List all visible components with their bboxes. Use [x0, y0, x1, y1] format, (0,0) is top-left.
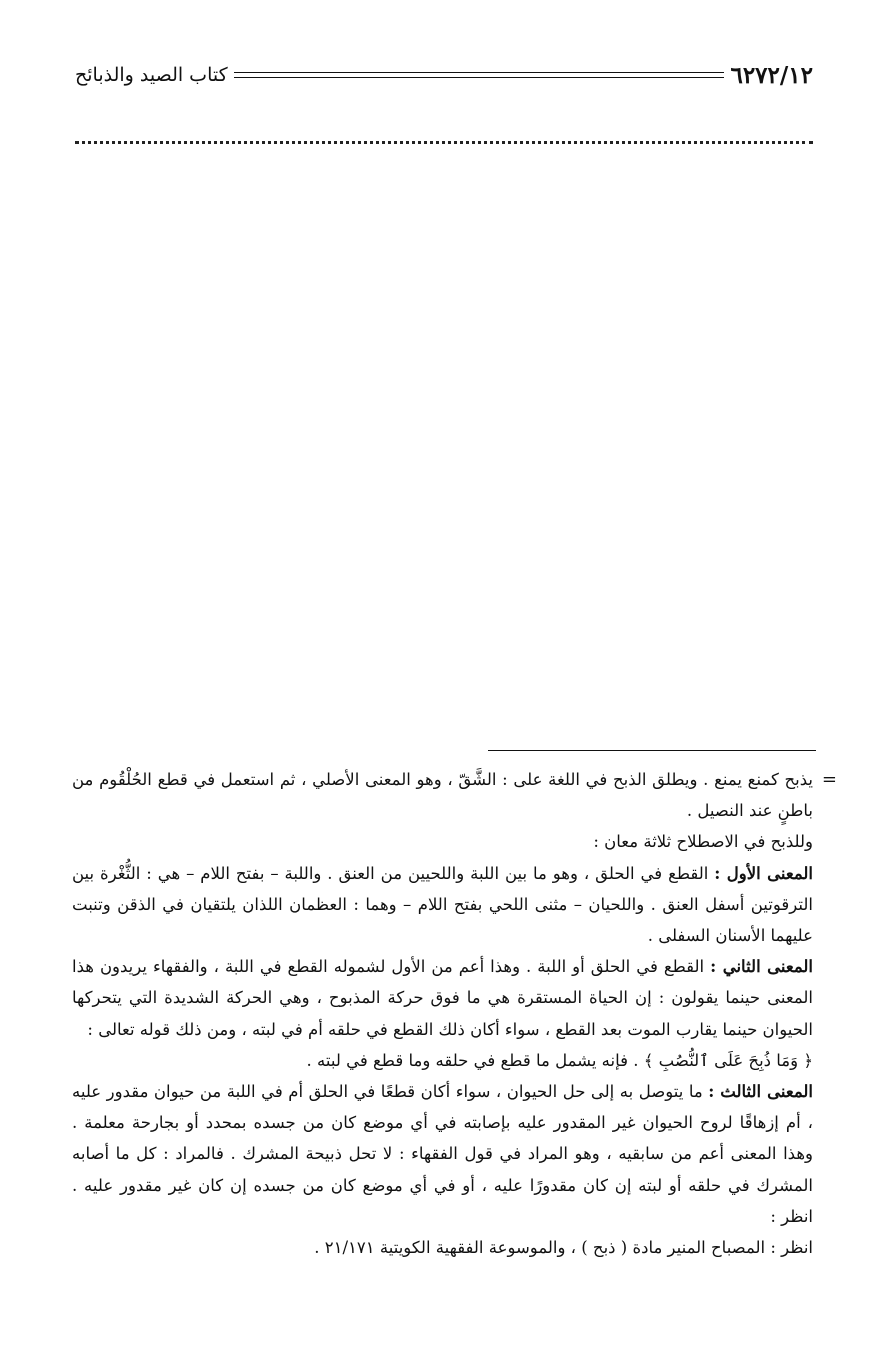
- page-number: ٦٢٧٢/١٢: [730, 61, 813, 89]
- first-meaning: [72, 858, 813, 952]
- third-meaning: [72, 1076, 813, 1232]
- first-meaning-text: القطع في الحلق ، وهو ما بين اللبة واللحيين من العنق . واللبة – بفتح اللام – هي : الثُّغْرة بين الترقوتين أسفل العنق . واللحيان – مثنى اللحي بفتح اللام – وهما : العظمان اللذان يلتقيان في الذقن وتنبت عليهما الأسنان السفلى .: [72, 863, 813, 946]
- book-title: كتاب الصيد والذبائح: [75, 64, 228, 86]
- first-meaning-label: المعنى الأول :: [714, 863, 813, 883]
- second-meaning: [72, 951, 813, 1045]
- quran-verse-line: [72, 1045, 813, 1076]
- footnote-separator: [488, 750, 816, 751]
- second-meaning-text: القطع في الحلق أو اللبة . وهذا أعم من الأول لشموله القطع في اللبة ، والفقهاء يريدون هذا المعنى حينما يقولون : إن الحياة المستقرة هي ما فوق حركة المذبوح ، وهي الحركة الشديدة التي يتحركها الحيوان حينما يقارب الموت بعد القطع ، سواء أكان ذلك القطع في حلقه أم في لبته ، ومن ذلك قوله تعالى :: [72, 957, 813, 1039]
- second-meaning-label: المعنى الثاني :: [710, 957, 814, 977]
- running-header: [75, 58, 813, 92]
- reference-line: انظر : المصباح المنير مادة ( ذبح ) ، والموسوعة الفقهية الكويتية ٢١/١٧١ .: [314, 1238, 813, 1258]
- terms-intro: وللذبح في الاصطلاح ثلاثة معان :: [593, 832, 813, 852]
- third-meaning-label: المعنى الثالث :: [708, 1082, 813, 1102]
- footnote-block: [72, 764, 813, 1263]
- dotted-separator: [75, 131, 813, 144]
- footnote-intro: يذبح كمنع يمنع . ويطلق الذبح في اللغة على : الشَّقّ ، وهو المعنى الأصلي ، ثم استعمل في قطع الحُلْقُوم من باطنٍ عند النصيل .: [72, 770, 813, 821]
- header-double-rule: [234, 72, 725, 78]
- footnote-continuation-mark: =: [821, 769, 837, 790]
- quran-verse: ﴿ وَمَا ذُبِحَ عَلَى ٱلنُّصُبِ ﴾: [643, 1050, 813, 1070]
- third-meaning-text: ما يتوصل به إلى حل الحيوان ، سواء أكان قطعًا في الحلق أم في اللبة من حيوان مقدور عليه ، أم إزهاقًا لروح الحيوان غير المقدور عليه بإصابته في أي موضع كان من جسده بمحدد أو بجارحة معلمة . وهذا المعنى أعم من سابقيه ، وهو المراد في قول الفقهاء : لا تحل ذبيحة المشرك . فالمراد : كل ما أصابه المشرك في حلقه أو لبته إن كان مقدورًا عليه ، أو في أي موضع كان من جسده إن كان غير مقدور عليه . انظر :: [72, 1082, 814, 1226]
- verse-tail: . فإنه يشمل ما قطع في حلقه وما قطع في لبته .: [306, 1050, 639, 1070]
